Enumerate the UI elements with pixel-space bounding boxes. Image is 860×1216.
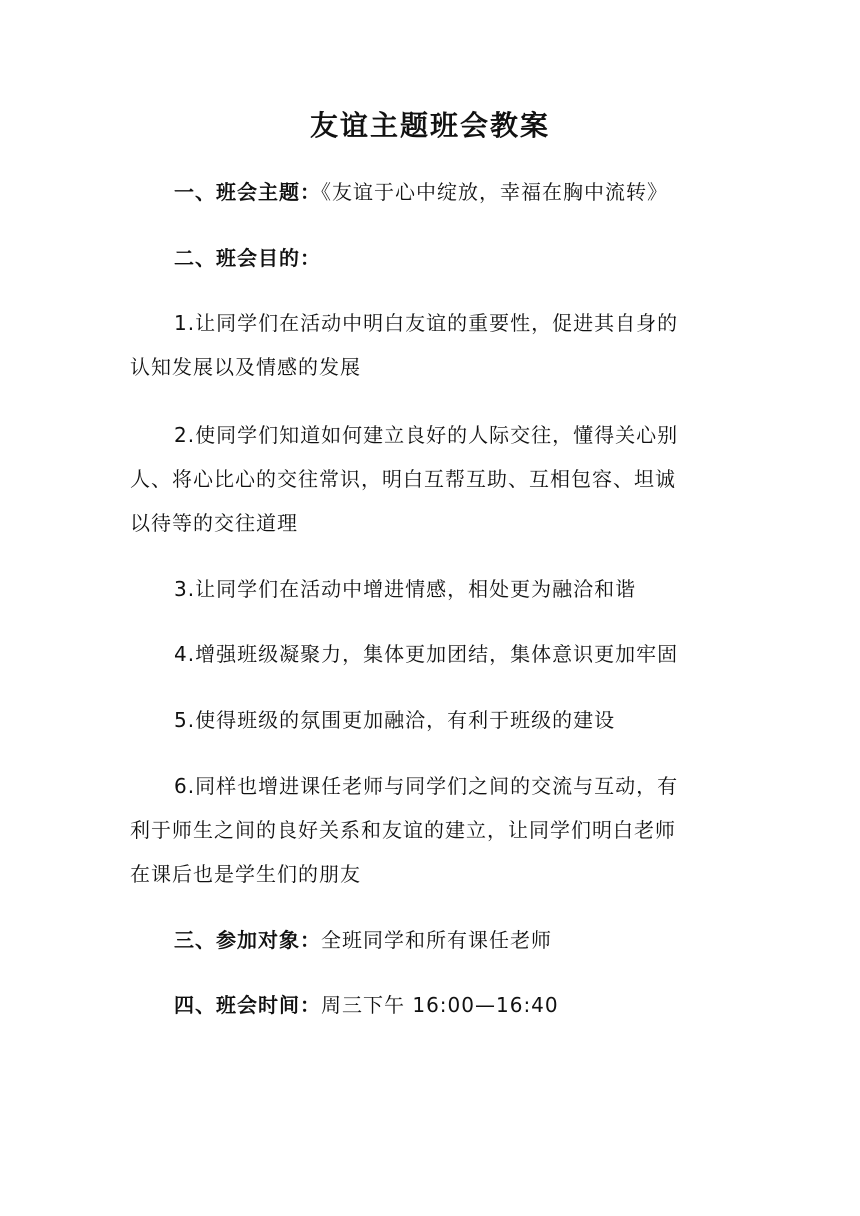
- document-title: 友谊主题班会教案: [309, 109, 550, 142]
- purpose-item-3: 3.让同学们在活动中增进情感，相处更为融洽和谐: [174, 577, 637, 601]
- section-participants-text: 全班同学和所有课任老师: [321, 928, 552, 952]
- section-participants-heading: 三、参加对象：: [174, 928, 321, 952]
- section-theme: [130, 177, 774, 207]
- purpose-item-5: 5.使得班级的氛围更加融洽，有利于班级的建设: [174, 708, 616, 732]
- purpose-item-6-line-3: 在课后也是学生们的朋友: [130, 862, 361, 886]
- section-time: [130, 990, 774, 1020]
- purpose-item-1-line-2: 认知发展以及情感的发展: [130, 355, 361, 379]
- purpose-item-2-line-2: 人、将心比心的交往常识，明白互帮互助、互相包容、坦诚: [130, 467, 676, 491]
- section-purpose: [130, 243, 774, 273]
- section-theme-text: 《友谊于心中绽放，幸福在胸中流转》: [321, 180, 668, 204]
- section-participants: [130, 925, 774, 955]
- section-purpose-heading: 二、班会目的：: [174, 246, 321, 270]
- purpose-item-1-line-1: 1.让同学们在活动中明白友谊的重要性，促进其自身的: [174, 311, 679, 335]
- purpose-item-4: 4.增强班级凝聚力，集体更加团结，集体意识更加牢固: [174, 642, 679, 666]
- section-theme-heading: 一、班会主题：: [174, 180, 321, 204]
- purpose-item-2-line-1: 2.使同学们知道如何建立良好的人际交往，懂得关心别: [174, 423, 679, 447]
- section-time-text: 周三下午 16:00—16:40: [321, 993, 559, 1017]
- purpose-item-2-line-3: 以待等的交往道理: [130, 511, 298, 535]
- purpose-item-6-line-2: 利于师生之间的良好关系和友谊的建立，让同学们明白老师: [130, 818, 676, 842]
- purpose-item-6-line-1: 6.同样也增进课任老师与同学们之间的交流与互动，有: [174, 774, 679, 798]
- section-time-heading: 四、班会时间：: [174, 993, 321, 1017]
